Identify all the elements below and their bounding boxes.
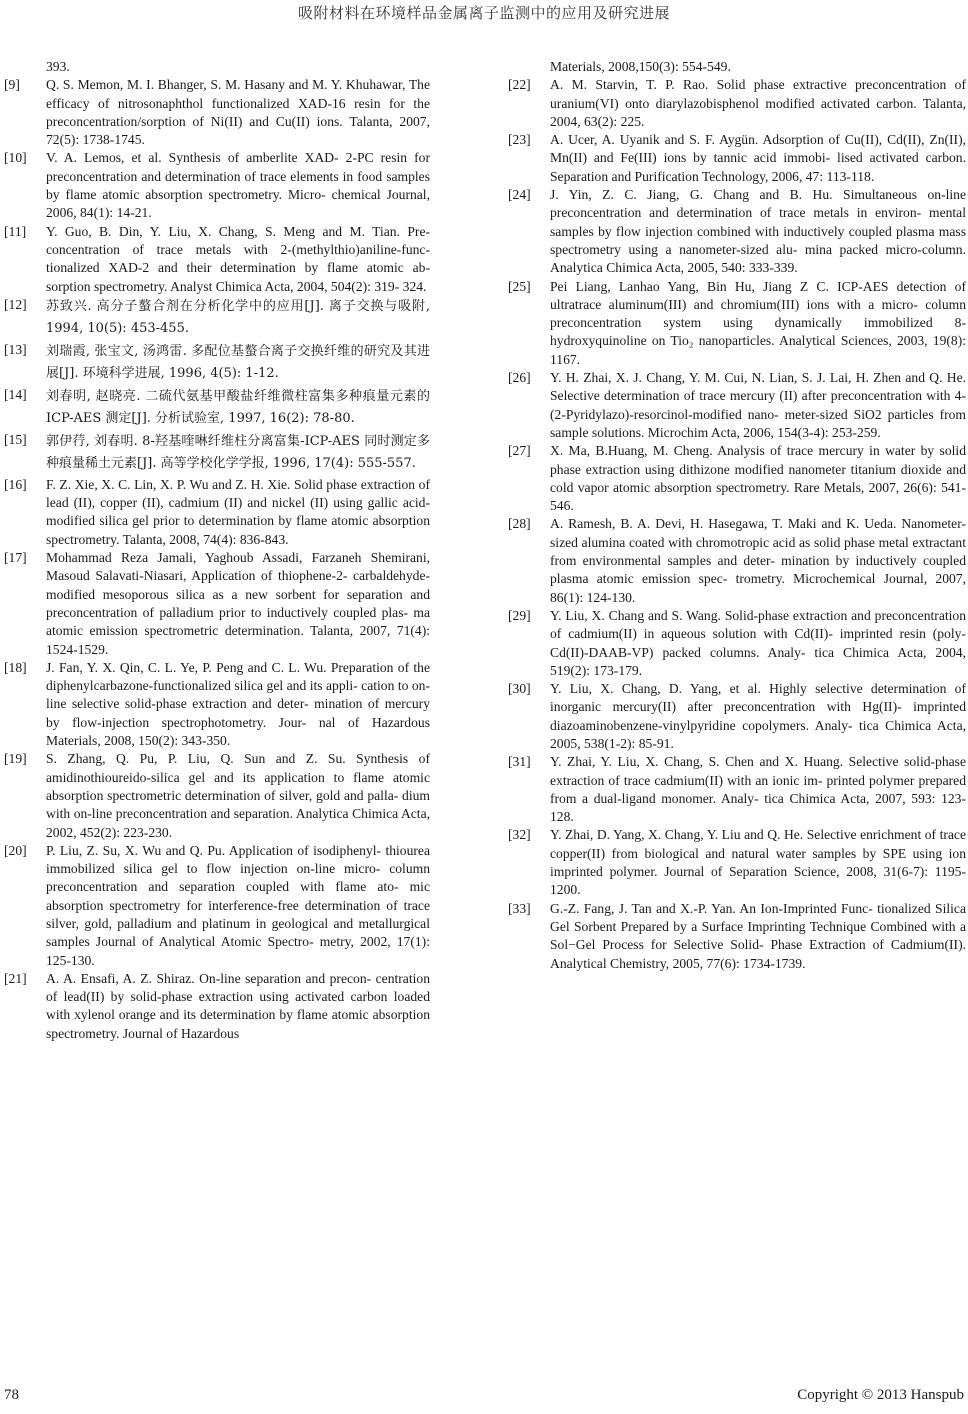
reference-entry bbox=[508, 753, 966, 826]
reference-entry bbox=[4, 750, 430, 841]
reference-text: Mohammad Reza Jamali, Yaghoub Assadi, Farzaneh Shemirani, Masoud Salavati-Niasari, Application of thiophene-2- carbaldehyde-modified mesoporous silica as a new sorbent for separation and preconcentration of palladium prior to inductively coupled plas- ma atomic emission spectrometric determination. Talanta, 2007, 71(4): 1524-1529. bbox=[46, 550, 430, 657]
reference-entry bbox=[508, 826, 966, 899]
reference-entry bbox=[508, 131, 966, 186]
reference-entry bbox=[508, 76, 966, 131]
reference-number: [26] bbox=[508, 370, 531, 386]
reference-entry bbox=[4, 431, 430, 476]
reference-continuation: Materials, 2008,150(3): 554-549. bbox=[550, 59, 731, 74]
reference-text: A. Ucer, A. Uyanik and S. F. Aygün. Adsorption of Cu(II), Cd(II), Zn(II), Mn(II) and Fe(III) ions by tannic acid immobi- lised activated carbon. Separation and Purification Technology, 2006, 47: 113-118. bbox=[550, 132, 966, 184]
reference-entry bbox=[4, 970, 430, 1043]
page-number: 78 bbox=[4, 1387, 19, 1403]
reference-text: J. Fan, Y. X. Qin, C. L. Ye, P. Peng and C. L. Wu. Preparation of the diphenylcarbazone-functionalized silica gel and its appli- cation to on-line selective solid-phase extraction and deter- mination of mercury by flow-injection spectrophotometry. Jour- nal of Hazardous Materials, 2008, 150(2): 343-350. bbox=[46, 659, 430, 749]
reference-entry bbox=[508, 369, 966, 442]
reference-entry bbox=[508, 278, 966, 369]
reference-number: [14] bbox=[4, 386, 27, 402]
reference-entry bbox=[508, 900, 966, 973]
reference-list bbox=[508, 76, 966, 973]
reference-number: [16] bbox=[4, 476, 27, 492]
reference-text: 刘瑞霞, 张宝文, 汤鸿雷. 多配位基螯合离子交换纤维的研究及其进展[J]. 环境科学进展, 1996, 4(5): 1-12. bbox=[46, 343, 430, 382]
reference-number: [13] bbox=[4, 341, 27, 357]
reference-text: 郭伊荇, 刘春明. 8-羟基喹啉纤维柱分离富集-ICP-AES 同时测定多种痕量稀土元素[J]. 高等学校化学学报, 1996, 17(4): 555-557. bbox=[46, 433, 430, 472]
reference-number: [18] bbox=[4, 659, 27, 675]
reference-text: Y. Zhai, D. Yang, X. Chang, Y. Liu and Q. He. Selective enrichment of trace copper(II) from biological and natural water samples by SPE using ion imprinted polymer. Journal of Separation Science, 2008, 31(6-7): 1195-1200. bbox=[550, 827, 966, 898]
reference-entry bbox=[4, 549, 430, 659]
reference-text: Y. Zhai, Y. Liu, X. Chang, S. Chen and X. Huang. Selective solid-phase extraction of trace cadmium(II) with an ionic im- printed polymer prepared from a dual-ligand monomer. Analy- tica Chimica Acta, 2007, 593: 123-128. bbox=[550, 754, 966, 825]
reference-entry bbox=[508, 607, 966, 680]
reference-text: A. M. Starvin, T. P. Rao. Solid phase extractive preconcentration of uranium(VI) onto diarylazobisphenol modified activated carbon. Talanta, 2004, 63(2): 225. bbox=[550, 77, 966, 129]
reference-text: X. Ma, B.Huang, M. Cheng. Analysis of trace mercury in water by solid phase extraction using dithizone modified nanometer titanium dioxide and cold vapor atomic absorption spectrometry. Rare Metals, 2007, 26(6): 541-546. bbox=[550, 443, 966, 514]
running-header: 吸附材料在环境样品金属离子监测中的应用及研究进展 bbox=[297, 6, 670, 22]
reference-entry bbox=[4, 223, 430, 296]
reference-number: [20] bbox=[4, 842, 27, 858]
reference-text: P. Liu, Z. Su, X. Wu and Q. Pu. Application of isodiphenyl- thiourea immobilized silica gel to flow injection on-line micro- column preconcentration and separation coupled with flame ato- mic absorption spectrometry for interference-free determination of trace silver, gold, palladium and platinum in geological and metallurgical samples Journal of Analytical Atomic Spectro- metry, 2002, 17(1): 125-130. bbox=[46, 842, 430, 968]
reference-number: [33] bbox=[508, 900, 531, 916]
reference-text: Y. Guo, B. Din, Y. Liu, X. Chang, S. Meng and M. Tian. Pre- concentration of trace metals with 2-(methylthio)aniline-func- tionalized XAD-2 and their determination by flame atomic ab- sorption spectrometry. Analyst Chimica Acta, 2004, 504(2): 319- 324. bbox=[46, 223, 430, 294]
reference-entry bbox=[4, 659, 430, 750]
reference-number: [27] bbox=[508, 443, 531, 459]
reference-entry bbox=[508, 442, 966, 515]
left-column bbox=[4, 58, 430, 1043]
reference-number: [28] bbox=[508, 516, 531, 532]
reference-number: [10] bbox=[4, 150, 27, 166]
reference-text: A. Ramesh, B. A. Devi, H. Hasegawa, T. Maki and K. Ueda. Nanometer-sized alumina coated with chromotropic acid as solid phase metal extractant from environmental samples and deter- mination by inductively coupled plasma atomic emission spec- trometry. Microchemical Journal, 2007, 86(1): 124-130. bbox=[550, 516, 966, 605]
reference-entry bbox=[508, 186, 966, 277]
reference-number: [9] bbox=[4, 77, 20, 93]
reference-number: [12] bbox=[4, 296, 27, 312]
reference-entry bbox=[508, 680, 966, 753]
reference-number: [19] bbox=[4, 751, 27, 767]
reference-number: [24] bbox=[508, 187, 531, 203]
reference-number: [22] bbox=[508, 77, 531, 93]
reference-text: 苏致兴. 高分子螯合剂在分析化学中的应用[J]. 离子交换与吸附, 1994, 10(5): 453-455. bbox=[46, 298, 430, 337]
reference-text: Y. H. Zhai, X. J. Chang, Y. M. Cui, N. Lian, S. J. Lai, H. Zhen and Q. He. Selective determination of trace mercury (II) after preconcentration with 4-(2-Pyridylazo)-resorcinol-modified nano- meter-sized SiO2 particles from sample solutions. Microchim Acta, 2006, 154(3-4): 253-259. bbox=[550, 370, 966, 440]
reference-list bbox=[4, 76, 430, 1043]
reference-number: [30] bbox=[508, 681, 531, 697]
reference-number: [21] bbox=[4, 970, 27, 986]
reference-text: Q. S. Memon, M. I. Bhanger, S. M. Hasany and M. Y. Khuhawar, The efficacy of nitrosonaphthol functionalized XAD-16 resin for the preconcentration/sorption of Ni(II) and Cu(II) ions. Talanta, 2007, 72(5): 1738-1745. bbox=[46, 77, 430, 148]
reference-continuation: 393. bbox=[46, 59, 70, 74]
reference-number: [15] bbox=[4, 431, 27, 447]
reference-text: V. A. Lemos, et al. Synthesis of amberlite XAD- 2-PC resin for preconcentration and determination of trace elements in food samples by flame atomic absorption spectrometry. Micro- chemical Journal, 2006, 84(1): 14-21. bbox=[46, 150, 430, 221]
reference-text: 刘春明, 赵晓亮. 二硫代氨基甲酸盐纤维微柱富集多种痕量元素的 ICP-AES 测定[J]. 分析试验室, 1997, 16(2): 78-80. bbox=[46, 388, 430, 427]
right-column bbox=[508, 58, 966, 973]
reference-text: Pei Liang, Lanhao Yang, Bin Hu, Jiang Z C. ICP-AES detection of ultratrace aluminum(III) and chromium(III) ions with a micro- column preconcentration system using dynamically immobilized 8-hydroxyquinoline on Tio₂ nanoparticles. Analytical Sciences, 2003, 19(8): 1167. bbox=[550, 278, 966, 367]
reference-entry bbox=[4, 476, 430, 549]
reference-entry bbox=[508, 515, 966, 606]
reference-number: [23] bbox=[508, 132, 531, 148]
reference-number: [11] bbox=[4, 223, 27, 239]
reference-text: G.-Z. Fang, J. Tan and X.-P. Yan. An Ion-Imprinted Func- tionalized Silica Gel Sorbent Prepared by a Surface Imprinting Technique Combined with a Sol−Gel Process for Selective Solid- Phase Extraction of Cadmium(II). Analytical Chemistry, 2005, 77(6): 1734-1739. bbox=[550, 900, 966, 971]
reference-entry bbox=[4, 341, 430, 386]
reference-text: J. Yin, Z. C. Jiang, G. Chang and B. Hu. Simultaneous on-line preconcentration and determination of trace metals in environ- mental samples by flow injection combined with inductively coupled plasma mass spectrometry using a nanometer-sized alu- mina packed micro-column. Analytica Chimica Acta, 2005, 540: 333-339. bbox=[550, 187, 966, 276]
reference-text: S. Zhang, Q. Pu, P. Liu, Q. Sun and Z. Su. Synthesis of amidinothioureido-silica gel and its application to flame atomic absorption spectrometric determination of silver, gold and palla- dium with on-line preconcentration and separation. Analytica Chimica Acta, 2002, 452(2): 223-230. bbox=[46, 751, 430, 840]
reference-entry bbox=[4, 842, 430, 970]
reference-number: [17] bbox=[4, 550, 27, 566]
reference-number: [31] bbox=[508, 754, 531, 770]
reference-number: [32] bbox=[508, 827, 531, 843]
reference-text: Y. Liu, X. Chang and S. Wang. Solid-phase extraction and preconcentration of cadmium(II) in aqueous solution with Cd(II)- imprinted resin (poly-Cd(II)-DAAB-VP) packed columns. Analy- tica Chimica Acta, 2004, 519(2): 173-179. bbox=[550, 607, 966, 678]
reference-text: A. A. Ensafi, A. Z. Shiraz. On-line separation and precon- centration of lead(II) by solid-phase extraction using activated carbon loaded with xylenol orange and its determination by flame atomic absorption spectrometry. Journal of Hazardous bbox=[46, 970, 430, 1041]
reference-entry bbox=[4, 149, 430, 222]
reference-number: [25] bbox=[508, 278, 531, 294]
reference-entry bbox=[4, 76, 430, 149]
reference-text: Y. Liu, X. Chang, D. Yang, et al. Highly selective determination of inorganic mercury(II) after preconcentration with Hg(II)- imprinted diazoaminobenzene-vinylpyridine copolymers. Analy- tica Chimica Acta, 2005, 538(1-2): 85-91. bbox=[550, 681, 966, 751]
reference-text: F. Z. Xie, X. C. Lin, X. P. Wu and Z. H. Xie. Solid phase extraction of lead (II), copper (II), cadmium (II) and nickel (II) using gallic acid-modified silica gel prior to determination by flame atomic absorption spectrometry. Talanta, 2008, 74(4): 836-843. bbox=[46, 476, 430, 547]
reference-entry bbox=[4, 386, 430, 431]
reference-number: [29] bbox=[508, 607, 531, 623]
copyright-notice: Copyright © 2013 Hanspub bbox=[797, 1387, 964, 1403]
reference-entry bbox=[4, 296, 430, 341]
